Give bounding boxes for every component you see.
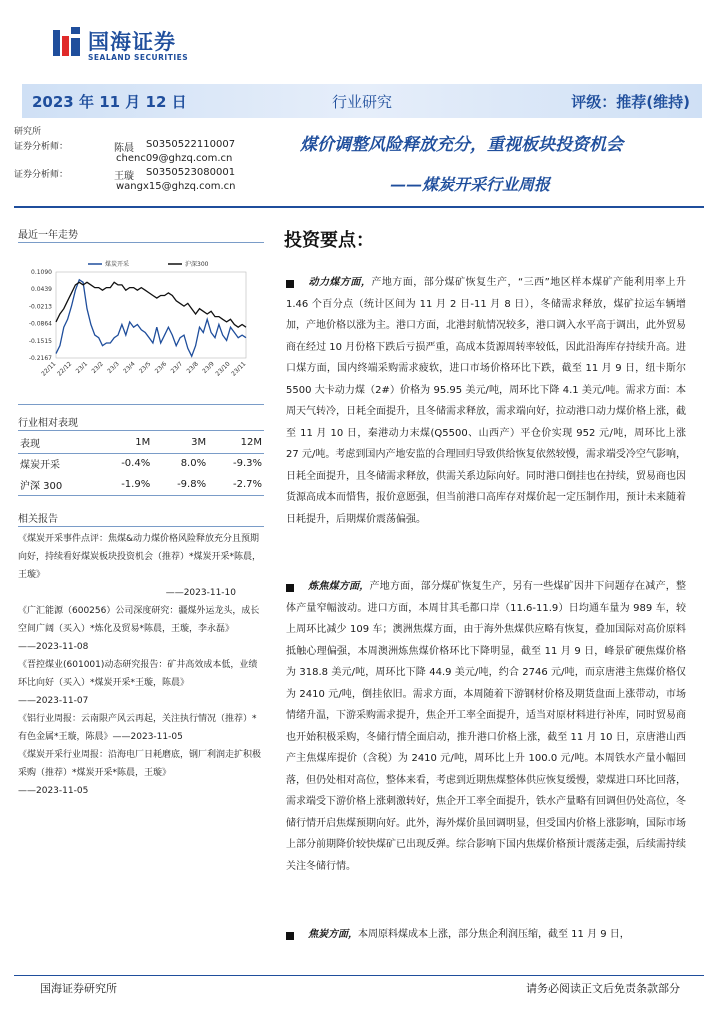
x-tick-label: 23/10 [214, 360, 232, 378]
key-point-text: 本周原料煤成本上涨，部分焦企利润压缩，截至 11 月 9 日， [358, 929, 630, 940]
report-link-text: 《煤炭开采事件点评：焦煤&动力煤价格风险释放充分且预期向好，持续看好煤炭板块投资机会（推荐）*煤炭开采*陈晨，王璇》 [18, 534, 262, 580]
report-date-text: ——2023-11-08 [18, 642, 89, 652]
legend-label: 沪深300 [185, 261, 209, 268]
list-item[interactable] [18, 710, 262, 746]
report-date-text: ——2023-11-10 [165, 588, 236, 598]
report-link-text: 《煤炭开采行业周报：沿海电厂日耗磨底，钢厂利润走扩积极采购（推荐）*煤炭开采*陈晨，王璇》 [18, 750, 262, 778]
footer-institute: 国海证券研究所 [40, 982, 117, 995]
key-point-paragraph [286, 272, 686, 530]
perf-cell: -2.7% [208, 474, 264, 495]
report-link-text: 《晋控煤业(601001)动态研究报告：矿井高效成本低，业绩环比向好（买入）*煤炭开采*王璇，陈晨》 [18, 660, 258, 688]
x-tick-label: 23/2 [90, 360, 105, 375]
report-banner [22, 84, 702, 118]
perf-heading: 行业相对表现 [18, 418, 78, 429]
list-item[interactable] [18, 656, 262, 710]
report-subtitle: ——煤炭开采行业周报 [390, 175, 551, 194]
report-date-text: ——2023-11-05 [112, 732, 183, 742]
list-item[interactable] [18, 746, 262, 800]
perf-cell: 8.0% [180, 458, 207, 470]
key-point-text: 产地方面，部分煤矿恢复生产，“三西”地区样本煤矿产能利用率上升 1.46 个百分点（统计区间为 11 月 2 日-11 月 8 日），冬储需求释放，煤矿拉运车辆增加，产地价格以涨为主。港口方面，北港封航情况较多，港口调入水平高于调出，此外贸易商在经过 10 月份格下跌后亏损严重，高成本货源周转率较低，因此沿海库存持续升高。进口煤方面，国内终端采购需求疲软，进口市场价格环比下跌，截至 11 月 9 日，纽卡斯尔 5500 大卡动力煤（2#）价格为 95.95 美元/吨，周环比下降 4.1 美元/吨。需求方面：本周天气转冷，日耗全面提升，且冬储需求释放，需求端向好，拉动港口动力煤价格上涨，截至 11 月 10 日，秦港动力末煤(Q5500、山西产）平仓价实现 952 元/吨，周环比上涨 27 元/吨。考虑到国内产地安监的合理回归导致供给恢复依然较慢，需求端受冷空气影响，日耗全面提升，且冬储需求释放，供需关系边际向好。同时港口倒挂也在持续，贸易商也因货源高成本而惜售，报价意愿强，但当前港口高库存对煤价起一定压制作用，预计未来随着日耗提升，后期煤价震荡偏强。 [286, 277, 686, 525]
key-point-paragraph [286, 924, 686, 946]
perf-header-cell: 3M [152, 432, 208, 453]
series-line [56, 280, 246, 357]
logo-name-en: SEALAND SECURITIES [88, 53, 189, 62]
perf-cell: 煤炭开采 [20, 460, 60, 472]
report-link-text: 《铝行业周报：云南限产风云再起，关注执行情况（推荐）*有色金属*王璇，陈晨》 [18, 714, 257, 742]
footer-disclaimer: 请务必阅读正文后免责条款部分 [526, 982, 680, 995]
y-tick-label: 0.0439 [31, 286, 52, 294]
report-rating: 评级：推荐(维持) [571, 93, 690, 111]
report-type: 行业研究 [332, 93, 393, 111]
perf-header-cell: 12M [208, 432, 264, 453]
report-link-text: 《广汇能源（600256）公司深度研究：疆煤外运龙头，成长空间广阔（买入）*炼化及贸易*陈晨，王璇，李永磊》 [18, 606, 260, 634]
key-point-lead: 炼焦煤方面， [308, 581, 370, 592]
analyst-role: 证券分析师： [14, 170, 69, 180]
table-row [18, 453, 264, 474]
x-tick-label: 23/1 [74, 360, 90, 375]
x-tick-label: 23/11 [230, 360, 248, 378]
key-point-lead: 动力煤方面， [308, 277, 372, 288]
analyst-name: 陈晨 [114, 143, 134, 154]
perf-cell: -9.3% [232, 458, 262, 470]
header-divider [14, 206, 704, 208]
analyst-role: 证券分析师： [14, 142, 69, 152]
y-tick-label: -0.1515 [28, 337, 52, 345]
report-date-text: ——2023-11-07 [18, 696, 89, 706]
y-tick-label: -0.0213 [28, 303, 52, 311]
report-date-text: ——2023-11-05 [18, 786, 89, 796]
chart-plot-border [56, 272, 246, 358]
perf-cell: -1.9% [96, 474, 152, 495]
table-row [18, 474, 264, 495]
x-tick-label: 23/8 [185, 360, 200, 375]
x-tick-label: 23/6 [153, 360, 169, 375]
chart-bottom-divider [18, 404, 264, 405]
key-point-lead: 焦炭方面， [308, 929, 358, 940]
report-title: 煤价调整风险释放充分，重视板块投资机会 [300, 135, 623, 155]
perf-table [18, 432, 264, 496]
reports-divider [18, 526, 264, 527]
x-tick-label: 23/5 [137, 360, 153, 375]
related-reports-list [18, 530, 262, 800]
legend-label: 煤炭开采 [105, 261, 130, 268]
logo-name-cn: 国海证券 [88, 30, 176, 54]
trend-heading: 最近一年走势 [18, 230, 78, 241]
trend-chart [18, 254, 268, 394]
x-tick-label: 23/3 [106, 360, 121, 375]
y-tick-label: -0.2167 [28, 355, 52, 362]
key-point-paragraph [286, 576, 686, 877]
report-date: 2023 年 11 月 12 日 [32, 93, 187, 111]
analyst-code: S0350522110007 [146, 139, 236, 150]
perf-cell: -9.8% [152, 474, 208, 495]
x-tick-label: 23/7 [169, 360, 185, 375]
sealand-logo-mark-icon [52, 26, 82, 60]
perf-table-header [18, 432, 264, 453]
company-logo [52, 24, 252, 66]
x-tick-label: 22/11 [40, 360, 58, 378]
y-tick-label: 0.1090 [31, 269, 52, 276]
perf-header-cell: 1M [96, 432, 152, 453]
analyst-email[interactable]: chenc09@ghzq.com.cn [116, 153, 233, 164]
x-tick-label: 23/9 [201, 360, 216, 375]
perf-cell: 沪深 300 [18, 474, 96, 495]
x-tick-label: 22/12 [56, 360, 74, 378]
perf-header-cell: 表现 [18, 432, 96, 453]
key-points-heading: 投资要点： [284, 230, 374, 251]
x-tick-label: 23/4 [122, 360, 137, 375]
trend-divider [18, 242, 264, 243]
analyst-email[interactable]: wangx15@ghzq.com.cn [116, 181, 236, 192]
institute-label: 研究所 [14, 127, 42, 137]
footer-divider [14, 975, 704, 976]
y-tick-label: -0.0864 [28, 320, 52, 328]
perf-divider [18, 430, 264, 431]
perf-cell: -0.4% [121, 458, 151, 470]
list-item[interactable] [18, 602, 262, 656]
list-item[interactable] [18, 530, 262, 602]
analyst-name: 王璇 [114, 171, 134, 182]
analyst-code: S0350523080001 [146, 167, 236, 178]
reports-heading: 相关报告 [18, 514, 58, 525]
key-point-text: 产地方面，部分煤矿恢复生产，另有一些煤矿因井下问题存在减产，整体产量窄幅波动。进口方面，本周甘其毛都口岸（11.6-11.9）日均通车量为 989 车，较上周环比减少 109 车；澳洲焦煤方面，由于海外焦煤供应略有恢复，叠加国际对高价原料抵触心理偏强，本周澳洲炼焦煤价格环比下降明显，截至 11 月 9 日，峰景矿硬焦煤价格为 318.8 美元/吨，周环比下降 44.9 美元/吨，约合 2746 元/吨，而京唐港主焦煤价格仅为 2410 元/吨，倒挂依旧。需求方面，本周随着下游钢材价格及期货盘面上涨带动，市场情绪升温，下游采购需求提升，焦企开工率全面提升，适当对原材料进行补库，同时贸易商也开始积极采购，冬储行情全面启动，推升港口价格上涨，截至 11 月 10 日，京唐港山西产主焦煤库提价（含税）为 2410 元/吨，周环比上升 100.0 元/吨。本周铁水产量小幅回落，但仍处相对高位，整体来看，考虑到近期焦煤整体供应恢复缓慢，蒙煤进口环比回落，需求端受下游价格上涨刺激转好，焦企开工率全面提升，铁水产量略有回调但仍处高位，冬储行情开启焦煤预期向好。此外，海外煤价虽回调明显，但受国内价格上涨影响，国际市场上部分前期降价较快煤矿已出现反弹。综合影响下国内焦煤价格预计震荡走强，后续需持续关注冬储行情。 [286, 581, 687, 872]
